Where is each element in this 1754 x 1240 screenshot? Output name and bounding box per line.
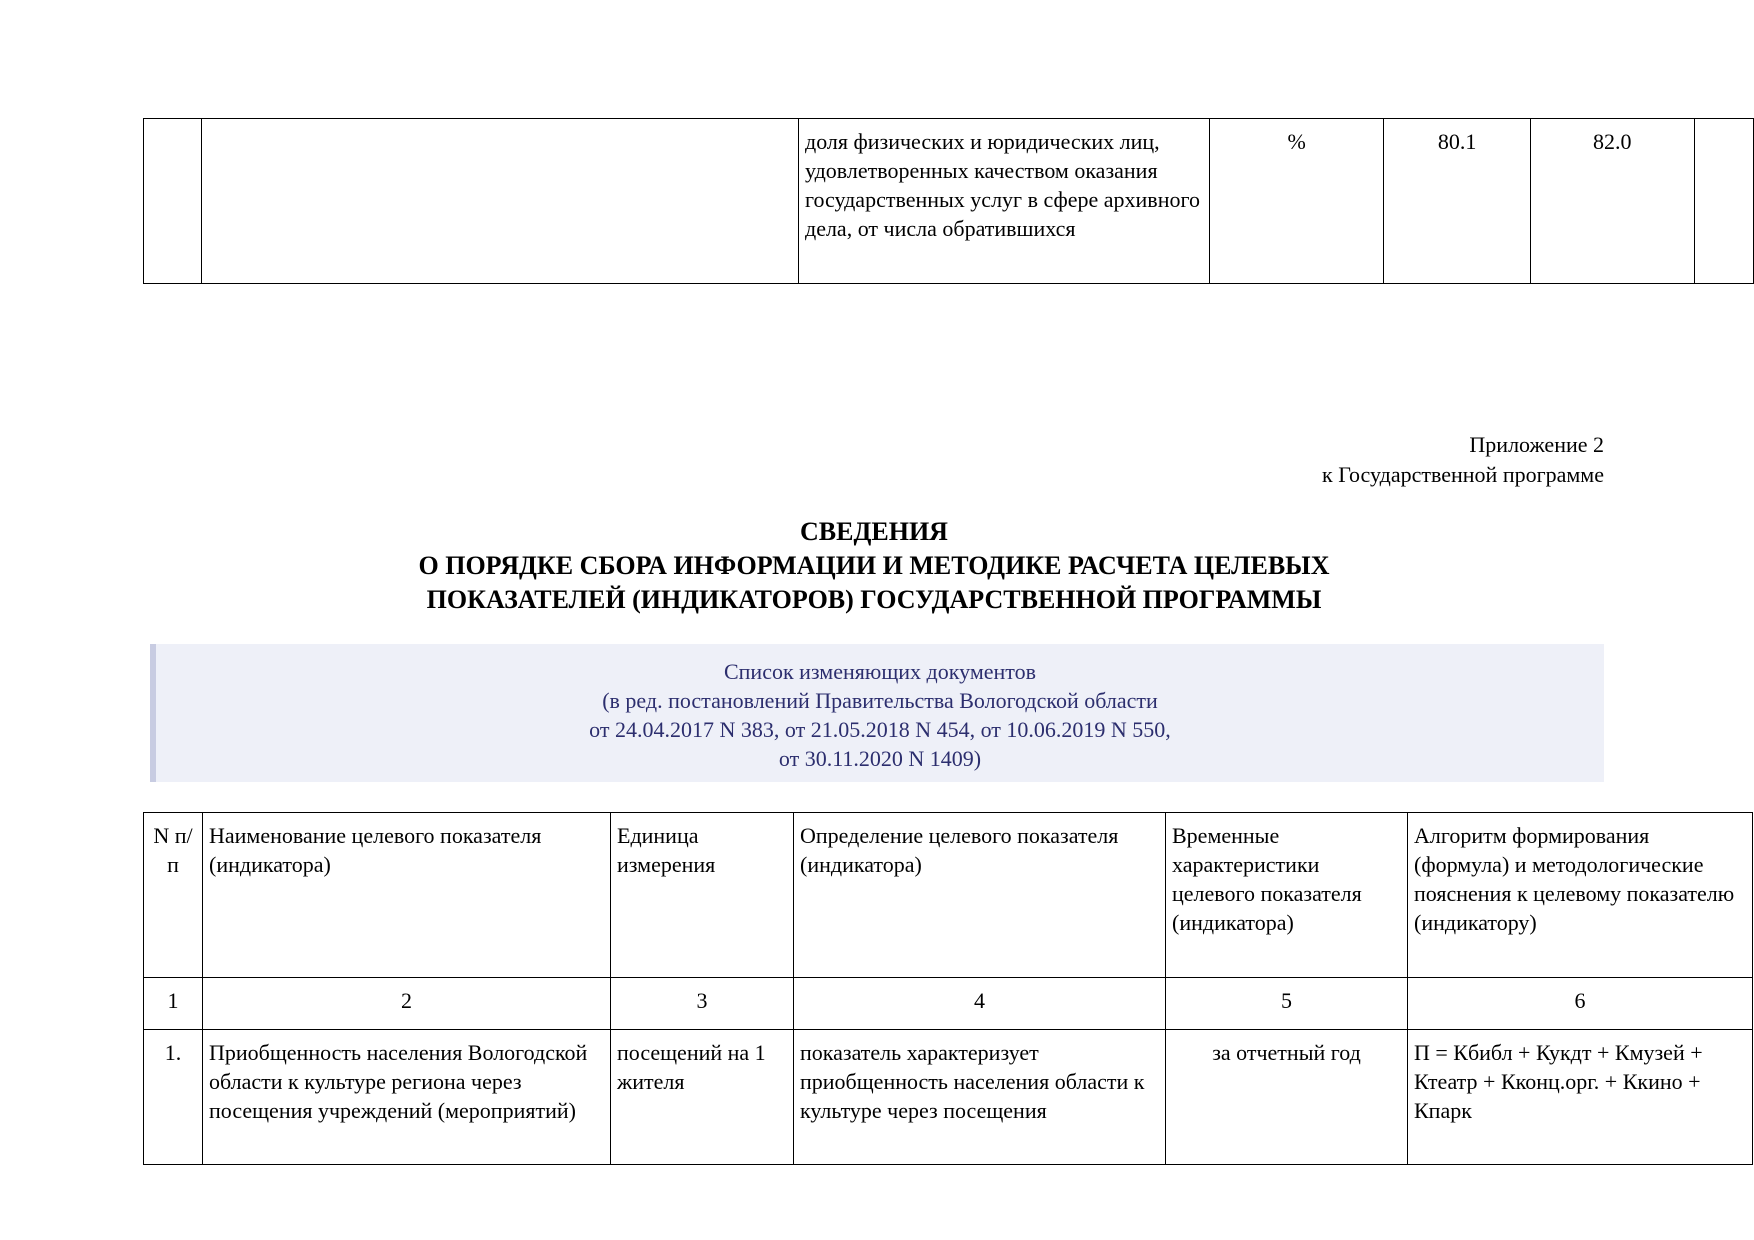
title-line-2: О ПОРЯДКЕ СБОРА ИНФОРМАЦИИ И МЕТОДИКЕ РАСЧЕТА ЦЕЛЕВЫХ [418,551,1330,580]
appendix-line-2: к Государственной программе [1322,462,1604,487]
appendix-note [1322,430,1604,490]
cell-algorithm: П = Кбибл + Кукдт + Кмузей + Ктеатр + Кконц.орг. + Ккино + Кпарк [1408,1030,1753,1165]
column-number: 4 [794,978,1166,1030]
cell-value-1: 80.1 [1384,119,1531,284]
cell-definition: показатель характеризует приобщенность населения области к культуре через посещения [794,1030,1166,1165]
amendments-line-2: (в ред. постановлений Правительства Вологодской области [602,688,1158,713]
title-line-3: ПОКАЗАТЕЛЕЙ (ИНДИКАТОРОВ) ГОСУДАРСТВЕННОЙ ПРОГРАММЫ [426,585,1322,614]
column-number: 1 [144,978,203,1030]
amendments-line-1: Список изменяющих документов [723,659,1036,684]
cell-unit: посещений на 1 жителя [611,1030,794,1165]
table-row [144,1030,1753,1165]
column-number: 2 [203,978,611,1030]
cell-value-3 [1694,119,1753,284]
table-row [144,119,1754,284]
cell-time: за отчетный год [1166,1030,1408,1165]
column-number: 6 [1408,978,1753,1030]
cell-unit: % [1210,119,1384,284]
cell-name: Приобщенность населения Вологодской области к культуре региона через посещения учреждений (мероприятий) [203,1030,611,1165]
amendments-line-4: от 30.11.2020 N 1409) [778,746,982,771]
cell-value-2: 82.0 [1530,119,1694,284]
document-title [143,515,1605,617]
column-numbers-row [144,978,1753,1030]
header-unit: Единица измерения [611,813,794,978]
column-number: 5 [1166,978,1408,1030]
header-algorithm: Алгоритм формирования (формула) и методологические пояснения к целевому показателю (индикатору) [1408,813,1753,978]
cell-name [202,119,799,284]
previous-table-continuation [143,118,1754,284]
appendix-line-1: Приложение 2 [1469,432,1604,457]
header-time: Временные характеристики целевого показателя (индикатора) [1166,813,1408,978]
header-definition: Определение целевого показателя (индикатора) [794,813,1166,978]
table-header-row [144,813,1753,978]
column-number: 3 [611,978,794,1030]
header-name: Наименование целевого показателя (индикатора) [203,813,611,978]
cell-definition: доля физических и юридических лиц, удовлетворенных качеством оказания государственных услуг в сфере архивного дела, от числа обратившихся [799,119,1210,284]
title-line-1: СВЕДЕНИЯ [800,517,948,546]
header-num: N п/п [144,813,203,978]
indicators-table [143,812,1753,1165]
amendments-box [150,644,1604,782]
cell-num: 1. [144,1030,203,1165]
cell-num [144,119,202,284]
amendments-line-3: от 24.04.2017 N 383, от 21.05.2018 N 454, от 10.06.2019 N 550, [589,717,1171,742]
